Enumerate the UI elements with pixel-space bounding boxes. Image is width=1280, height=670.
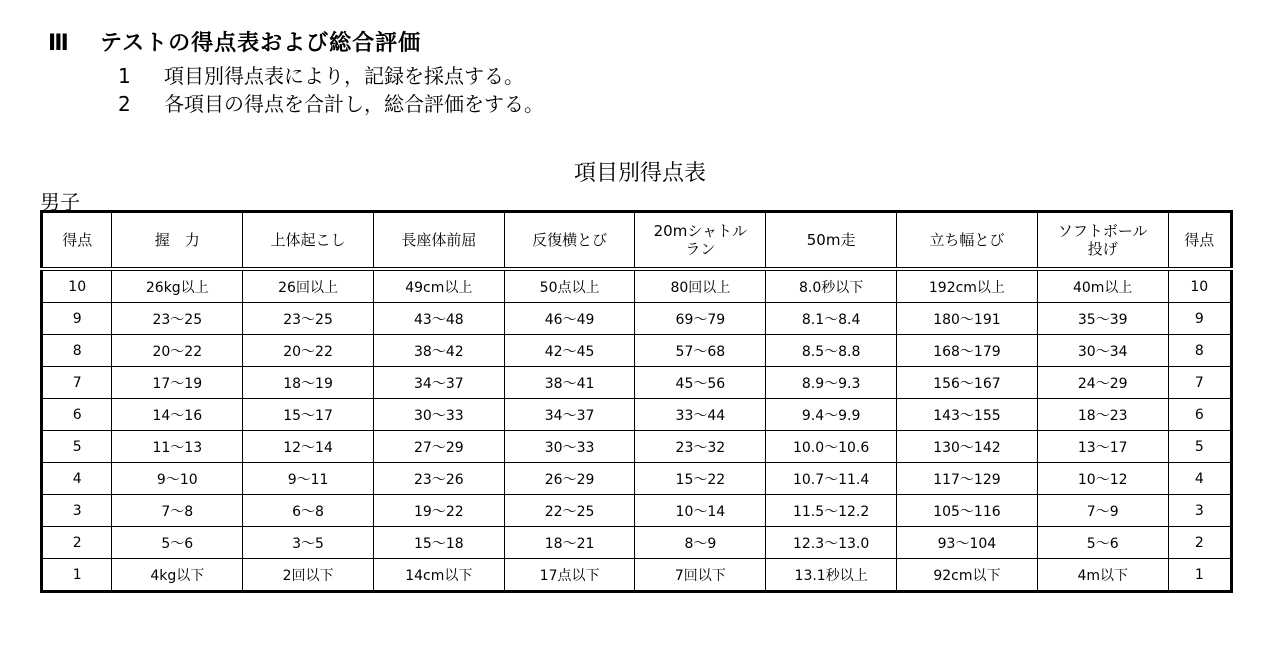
table-row [42, 463, 1232, 495]
table-cell: 2回以下 [243, 559, 374, 592]
table-cell: 92cm以下 [897, 559, 1038, 592]
column-header [504, 212, 635, 270]
table-cell: 130～142 [897, 431, 1038, 463]
table-cell: 117～129 [897, 463, 1038, 495]
table-cell: 80回以上 [635, 269, 766, 303]
table-cell: 33～44 [635, 399, 766, 431]
table-cell: 34～37 [373, 367, 504, 399]
table-cell: 30～33 [504, 431, 635, 463]
table-cell: 34～37 [504, 399, 635, 431]
column-header [373, 212, 504, 270]
table-cell: 2 [1168, 527, 1231, 559]
column-header-label: 得点 [62, 231, 93, 249]
table-cell: 23～26 [373, 463, 504, 495]
table-cell: 8.9～9.3 [766, 367, 897, 399]
table-cell: 5～6 [112, 527, 243, 559]
table-cell: 40m以上 [1037, 269, 1168, 303]
table-cell: 17～19 [112, 367, 243, 399]
column-header [112, 212, 243, 270]
table-cell: 14～16 [112, 399, 243, 431]
table-cell: 168～179 [897, 335, 1038, 367]
table-cell: 4 [1168, 463, 1231, 495]
table-cell: 23～32 [635, 431, 766, 463]
column-header-label: 50m走 [806, 231, 856, 249]
column-header [897, 212, 1038, 270]
table-cell: 20～22 [112, 335, 243, 367]
table-cell: 15～22 [635, 463, 766, 495]
table-cell: 26kg以上 [112, 269, 243, 303]
table-row [42, 303, 1232, 335]
table-cell: 10～12 [1037, 463, 1168, 495]
column-header [766, 212, 897, 270]
table-cell: 3 [1168, 495, 1231, 527]
table-cell: 20～22 [243, 335, 374, 367]
table-cell: 143～155 [897, 399, 1038, 431]
table-cell: 49cm以上 [373, 269, 504, 303]
score-table [40, 210, 1233, 593]
table-cell: 7回以下 [635, 559, 766, 592]
column-header-label: 反復横とび [532, 231, 608, 249]
table-cell: 46～49 [504, 303, 635, 335]
table-cell: 8 [1168, 335, 1231, 367]
column-header [243, 212, 374, 270]
table-cell: 57～68 [635, 335, 766, 367]
column-header-label: 長座体前屈 [401, 231, 477, 249]
column-header-label: ソフトボール投げ [1057, 222, 1148, 258]
column-header [42, 212, 112, 270]
table-cell: 42～45 [504, 335, 635, 367]
table-cell: 3～5 [243, 527, 374, 559]
table-cell: 2 [42, 527, 112, 559]
table-cell: 9.4～9.9 [766, 399, 897, 431]
table-cell: 11.5～12.2 [766, 495, 897, 527]
section-heading [48, 26, 421, 57]
table-cell: 69～79 [635, 303, 766, 335]
table-header-row [42, 212, 1232, 270]
table-cell: 4m以下 [1037, 559, 1168, 592]
table-cell: 23～25 [112, 303, 243, 335]
table-cell: 22～25 [504, 495, 635, 527]
table-cell: 11～13 [112, 431, 243, 463]
table-cell: 17点以下 [504, 559, 635, 592]
table-cell: 12.3～13.0 [766, 527, 897, 559]
column-header-label: 立ち幅とび [929, 231, 1005, 249]
column-header-label: 握 力 [154, 231, 200, 249]
table-cell: 9 [42, 303, 112, 335]
table-row [42, 367, 1232, 399]
table-cell: 8.5～8.8 [766, 335, 897, 367]
table-cell: 35～39 [1037, 303, 1168, 335]
table-cell: 4 [42, 463, 112, 495]
table-cell: 8 [42, 335, 112, 367]
table-cell: 12～14 [243, 431, 374, 463]
instruction-text: 各項目の得点を合計し，総合評価をする。 [164, 92, 544, 116]
table-row [42, 495, 1232, 527]
table-cell: 8～9 [635, 527, 766, 559]
table-row [42, 335, 1232, 367]
table-cell: 192cm以上 [897, 269, 1038, 303]
table-cell: 45～56 [635, 367, 766, 399]
column-header [1168, 212, 1231, 270]
table-cell: 105～116 [897, 495, 1038, 527]
table-cell: 3 [42, 495, 112, 527]
table-cell: 24～29 [1037, 367, 1168, 399]
table-cell: 13.1秒以上 [766, 559, 897, 592]
table-cell: 18～23 [1037, 399, 1168, 431]
table-cell: 10 [42, 269, 112, 303]
table-row [42, 399, 1232, 431]
table-cell: 23～25 [243, 303, 374, 335]
table-cell: 7～9 [1037, 495, 1168, 527]
table-row [42, 269, 1232, 303]
table-cell: 15～18 [373, 527, 504, 559]
table-cell: 6 [42, 399, 112, 431]
instruction-number: 1 [118, 64, 131, 88]
table-cell: 5 [1168, 431, 1231, 463]
table-cell: 9 [1168, 303, 1231, 335]
table-cell: 1 [1168, 559, 1231, 592]
table-cell: 18～21 [504, 527, 635, 559]
table-cell: 156～167 [897, 367, 1038, 399]
table-cell: 6～8 [243, 495, 374, 527]
table-cell: 8.1～8.4 [766, 303, 897, 335]
table-cell: 7 [42, 367, 112, 399]
table-cell: 7 [1168, 367, 1231, 399]
table-row [42, 559, 1232, 592]
table-cell: 7～8 [112, 495, 243, 527]
table-cell: 27～29 [373, 431, 504, 463]
column-header [1037, 212, 1168, 270]
table-cell: 30～33 [373, 399, 504, 431]
table-cell: 5～6 [1037, 527, 1168, 559]
table-cell: 14cm以下 [373, 559, 504, 592]
table-cell: 9～11 [243, 463, 374, 495]
instruction-item [118, 60, 524, 89]
table-cell: 10.0～10.6 [766, 431, 897, 463]
column-header [635, 212, 766, 270]
table-cell: 30～34 [1037, 335, 1168, 367]
table-cell: 1 [42, 559, 112, 592]
instruction-item [118, 88, 544, 117]
table-cell: 19～22 [373, 495, 504, 527]
table-cell: 5 [42, 431, 112, 463]
table-cell: 26～29 [504, 463, 635, 495]
table-cell: 9～10 [112, 463, 243, 495]
table-row [42, 527, 1232, 559]
instruction-number: 2 [118, 92, 131, 116]
instruction-text: 項目別得点表により，記録を採点する。 [164, 64, 524, 88]
table-cell: 10 [1168, 269, 1231, 303]
column-header-label: 20mシャトルラン [653, 222, 748, 258]
table-body [42, 269, 1232, 592]
table-row [42, 431, 1232, 463]
table-cell: 15～17 [243, 399, 374, 431]
table-title: 項目別得点表 [573, 161, 706, 186]
column-header-label: 上体起こし [270, 231, 346, 249]
section-number: Ⅲ [48, 31, 70, 56]
table-cell: 43～48 [373, 303, 504, 335]
table-cell: 93～104 [897, 527, 1038, 559]
table-cell: 180～191 [897, 303, 1038, 335]
table-cell: 38～42 [373, 335, 504, 367]
table-cell: 10.7～11.4 [766, 463, 897, 495]
table-cell: 18～19 [243, 367, 374, 399]
table-cell: 10～14 [635, 495, 766, 527]
table-cell: 50点以上 [504, 269, 635, 303]
section-title: テストの得点表および総合評価 [100, 31, 422, 56]
table-cell: 8.0秒以下 [766, 269, 897, 303]
table-cell: 4kg以下 [112, 559, 243, 592]
gender-label: 男子 [40, 190, 80, 214]
table-cell: 26回以上 [243, 269, 374, 303]
table-cell: 38～41 [504, 367, 635, 399]
column-header-label: 得点 [1184, 231, 1215, 249]
table-cell: 6 [1168, 399, 1231, 431]
table-cell: 13～17 [1037, 431, 1168, 463]
